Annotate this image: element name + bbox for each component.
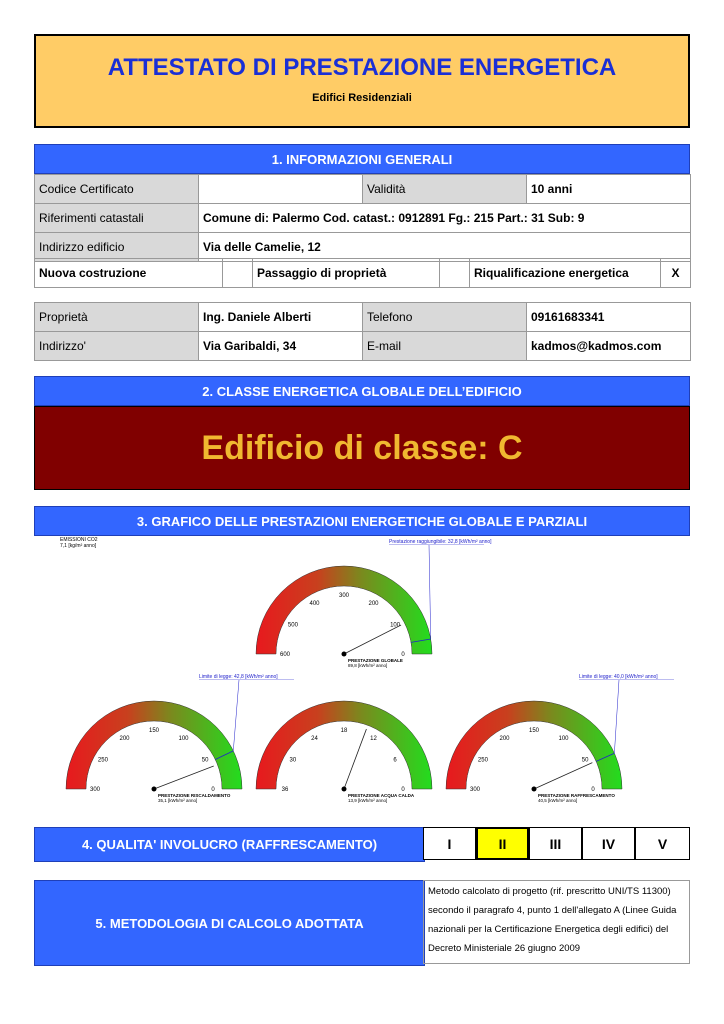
catastali-label: Riferimenti catastali xyxy=(35,204,199,233)
gauge-tick-label: 200 xyxy=(368,600,379,607)
email-label: E-mail xyxy=(363,332,527,361)
quality-class-i[interactable]: I xyxy=(423,827,476,860)
gauge-tick-label: 600 xyxy=(279,652,291,658)
gauge-tick-label: 0 xyxy=(401,652,405,658)
proprieta-label: Proprietà xyxy=(35,303,199,332)
gauge-tick-label: 12 xyxy=(370,735,377,742)
gauge-caption-value: 35,1 [kWh/m² anno] xyxy=(158,798,198,803)
certificate-title: ATTESTATO DI PRESTAZIONE ENERGETICA xyxy=(107,54,617,81)
gauge-tick-label: 300 xyxy=(469,787,481,793)
gauge-tick-label: 200 xyxy=(119,735,130,742)
methodology-line: Decreto Ministeriale 26 giugno 2009 xyxy=(428,943,581,954)
section-3-title: 3. GRAFICO DELLE PRESTAZIONI ENERGETICHE GLOBALE E PARZIALI xyxy=(34,506,690,536)
quality-class-iv[interactable]: IV xyxy=(582,827,635,860)
indirizzo-label: Indirizzo' xyxy=(35,332,199,361)
gauge-tick-label: 400 xyxy=(309,600,320,607)
gauge-layer xyxy=(66,539,674,803)
gauge-tick-label: 0 xyxy=(401,787,405,793)
indirizzo-value: Via Garibaldi, 34 xyxy=(199,332,363,361)
gauge-hub xyxy=(342,787,347,792)
gauge-limit-note: Prestazione raggiungibile: 32,8 [kWh/m² anno] xyxy=(389,539,492,545)
codice-label: Codice Certificato xyxy=(35,175,199,204)
indirizzo-edificio-value: Via delle Camelie, 12 xyxy=(199,233,691,262)
gauge-tick-label: 50 xyxy=(581,757,589,764)
gauge-needle xyxy=(534,763,592,789)
passaggio-proprieta-label: Passaggio di proprietà xyxy=(253,259,440,288)
quality-envelope-row xyxy=(34,827,690,860)
gauge-tick-label: 150 xyxy=(528,728,540,734)
gauge-tick-label: 500 xyxy=(287,622,298,629)
validita-label: Validità xyxy=(363,175,527,204)
proprieta-value: Ing. Daniele Alberti xyxy=(199,303,363,332)
gauge-tick-label: 150 xyxy=(148,728,160,734)
gauge-tick-label: 36 xyxy=(281,787,289,793)
methodology-line: secondo il paragrafo 4, punto 1 dell'allegato A (Linee Guida xyxy=(428,905,677,916)
gauge-limit-note: Limite di legge: 42,8 [kWh/m² anno] xyxy=(199,674,278,680)
gauge-tick-label: 50 xyxy=(201,757,209,764)
gauge-tick-label: 100 xyxy=(390,622,401,629)
gauge-limit-leader xyxy=(233,680,239,751)
riqualificazione-label: Riqualificazione energetica xyxy=(470,259,661,288)
gauge-tick-label: 300 xyxy=(89,787,101,793)
gauge-band xyxy=(256,566,432,654)
gauge-band xyxy=(256,701,432,789)
gauge-hub xyxy=(342,652,347,657)
intervention-type-table xyxy=(34,258,691,288)
section-4-title: 4. QUALITA' INVOLUCRO (RAFFRESCAMENTO) xyxy=(34,827,425,862)
quality-class-iii[interactable]: III xyxy=(529,827,582,860)
methodology-line: Metodo calcolato di progetto (rif. prescritto UNI/TS 11300) xyxy=(428,886,671,897)
gauge-band xyxy=(66,701,242,789)
gauge-hub xyxy=(532,787,537,792)
gauge-tick-label: 100 xyxy=(558,735,569,742)
gauge-caption-value: 40,5 [kWh/m² anno] xyxy=(538,798,578,803)
gauge-caption: PRESTAZIONE ACQUA CALDA xyxy=(348,793,415,798)
gauge-tick-label: 250 xyxy=(97,757,108,764)
energy-class-text: Edificio di classe: C xyxy=(201,428,523,467)
gauge-tick-label: 250 xyxy=(477,757,488,764)
owner-table xyxy=(34,302,691,361)
gauge-needle xyxy=(344,729,366,789)
certificate-header xyxy=(34,34,690,128)
general-info-table xyxy=(34,174,691,262)
passaggio-proprieta-checkbox[interactable] xyxy=(440,259,470,288)
methodology-line: nazionali per la Certificazione Energetica degli edifici) del xyxy=(428,924,669,935)
gauge-tick-label: 200 xyxy=(499,735,510,742)
validita-value: 10 anni xyxy=(527,175,691,204)
methodology-row xyxy=(34,880,690,964)
gauge-caption-value: 13,9 [kWh/m² anno] xyxy=(348,798,388,803)
gauges-chart xyxy=(34,536,690,816)
gauge-caption-value: 89,8 [kWh/m² anno] xyxy=(348,663,388,668)
indirizzo-edificio-label: Indirizzo edificio xyxy=(35,233,199,262)
gauge-tick-label: 0 xyxy=(211,787,215,793)
energy-class-box xyxy=(34,406,690,490)
gauge-tick-label: 30 xyxy=(289,757,297,764)
gauge-caption: PRESTAZIONE RISCALDAMENTO xyxy=(158,793,231,798)
gauge-tick-label: 0 xyxy=(591,787,595,793)
gauge-tick-label: 18 xyxy=(340,728,348,734)
gauge-caption: PRESTAZIONE RAFFRESCAMENTO xyxy=(538,793,615,798)
gauge-limit-note: Limite di legge: 40,0 [kWh/m² anno] xyxy=(579,674,658,680)
section-5-title: 5. METODOLOGIA DI CALCOLO ADOTTATA xyxy=(34,880,425,966)
gauge-caption: PRESTAZIONE GLOBALE xyxy=(348,658,403,663)
gauge-tick-label: 100 xyxy=(178,735,189,742)
methodology-text xyxy=(423,880,690,964)
section-2-title: 2. CLASSE ENERGETICA GLOBALE DELL’EDIFICIO xyxy=(34,376,690,406)
gauge-needle xyxy=(154,766,214,789)
emissioni-label: EMISSIONI CO2 xyxy=(60,537,98,543)
catastali-value: Comune di: Palermo Cod. catast.: 0912891 Fg.: 215 Part.: 31 Sub: 9 xyxy=(199,204,691,233)
gauge-hub xyxy=(152,787,157,792)
gauge-tick-label: 6 xyxy=(393,757,397,764)
nuova-costruzione-checkbox[interactable] xyxy=(223,259,253,288)
gauge-acqua-calda xyxy=(256,701,432,803)
gauge-raffrescamento xyxy=(446,674,674,803)
gauge-needle xyxy=(344,622,401,654)
emissioni-value: 7,1 [kg/m² anno] xyxy=(60,543,97,549)
email-value: kadmos@kadmos.com xyxy=(527,332,691,361)
certificate-subtitle: Edifici Residenziali xyxy=(312,92,412,104)
gauge-band xyxy=(446,701,622,789)
section-1-title: 1. INFORMAZIONI GENERALI xyxy=(34,144,690,174)
telefono-value: 09161683341 xyxy=(527,303,691,332)
telefono-label: Telefono xyxy=(363,303,527,332)
riqualificazione-checkbox[interactable]: X xyxy=(661,259,691,288)
gauge-tick-label: 300 xyxy=(338,593,350,599)
gauge-limit-leader xyxy=(429,545,431,639)
gauge-limit-leader xyxy=(614,680,619,753)
quality-class-ii[interactable]: II xyxy=(476,827,529,860)
gauge-globale xyxy=(256,539,492,668)
codice-value xyxy=(199,175,363,204)
quality-class-v[interactable]: V xyxy=(635,827,690,860)
nuova-costruzione-label: Nuova costruzione xyxy=(35,259,223,288)
gauge-tick-label: 24 xyxy=(311,735,318,742)
